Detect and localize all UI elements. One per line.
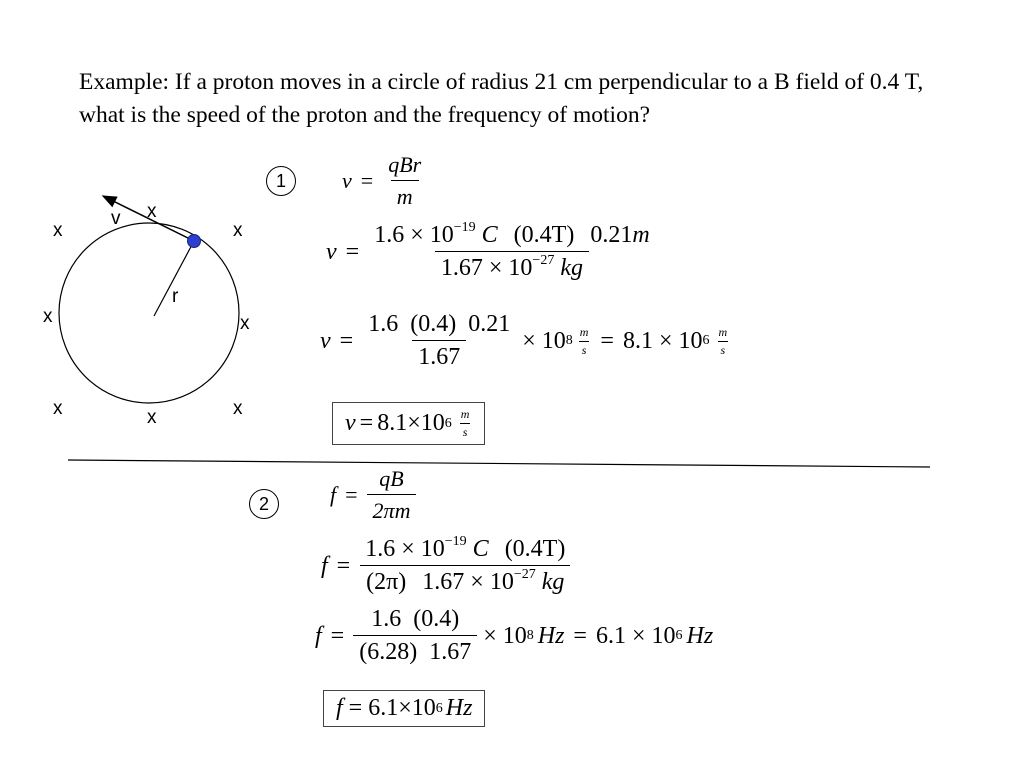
unit-denominator: s bbox=[718, 341, 729, 358]
frequency-numeric: f = $\frac{1.6 (0.4)}{(6.28) 1.67}$ × 10 8 Hz = 6.1 × 10 6 Hz bbox=[315, 606, 714, 665]
velocity-label: v bbox=[111, 208, 121, 229]
charge-value: 1.6 × 10 bbox=[365, 536, 445, 562]
fraction-denominator: 2πm bbox=[367, 494, 417, 524]
radius-value: 0.21 bbox=[590, 222, 633, 248]
charge-exponent: −19 bbox=[444, 534, 467, 549]
problem-statement: Example: If a proton moves in a circle of radius 21 cm perpendicular to a B field of 0.4 T, what is the speed of the proton and the frequency of motion? bbox=[79, 69, 924, 128]
unit-fraction bbox=[577, 325, 592, 358]
fraction-numerator: 1.6 (0.4) 0.21 bbox=[368, 311, 511, 337]
fraction-denominator: m bbox=[391, 180, 419, 210]
fraction-numerator: qBr bbox=[388, 152, 422, 177]
formula-lhs: f bbox=[330, 482, 337, 507]
charge-value: 1.6 × 10 bbox=[374, 222, 454, 248]
unit-label: Hz bbox=[537, 622, 565, 649]
unit-numerator: m bbox=[579, 324, 589, 339]
result-value: 8.1 × 10 bbox=[622, 327, 703, 354]
field-mark: x bbox=[233, 220, 243, 241]
section-divider bbox=[68, 455, 930, 469]
fraction-denominator bbox=[435, 251, 589, 282]
unit-denominator: s bbox=[579, 341, 590, 358]
proton-dot bbox=[188, 235, 201, 248]
charge-unit: C bbox=[472, 536, 489, 562]
radius-unit: m bbox=[632, 222, 650, 248]
field-mark: x bbox=[53, 220, 63, 241]
mass-exponent: −27 bbox=[532, 253, 555, 268]
formula-fraction bbox=[367, 466, 417, 524]
step-1-marker: 1 bbox=[266, 166, 296, 196]
fraction-denominator: 1.67 bbox=[412, 340, 466, 371]
unit-numerator: m bbox=[460, 407, 470, 421]
numeric-fraction bbox=[362, 311, 516, 371]
field-mark: x bbox=[43, 306, 53, 327]
formula-lhs: v bbox=[342, 168, 352, 193]
field-mark: x bbox=[147, 201, 157, 222]
formula-fraction bbox=[382, 152, 427, 210]
answer-unit-fraction bbox=[458, 407, 473, 440]
fraction-numerator bbox=[368, 222, 655, 251]
power-factor: × 10 bbox=[483, 622, 527, 649]
answer-unit: Hz bbox=[445, 695, 473, 721]
field-mark: x bbox=[240, 313, 250, 334]
frequency-answer-box: f = 6.1×10 6 Hz bbox=[323, 690, 485, 727]
charge-exponent: −19 bbox=[453, 220, 476, 235]
unit-denominator: s bbox=[460, 423, 471, 440]
mass-exponent: −27 bbox=[513, 567, 536, 582]
field-mark: x bbox=[233, 398, 243, 419]
answer-lhs: f bbox=[336, 695, 343, 721]
mass-value: 1.67 × 10 bbox=[440, 255, 533, 281]
unit-numerator: m bbox=[718, 324, 728, 339]
frequency-formula: f = $\frac{qB}{2\pi m}$ bbox=[330, 466, 416, 524]
speed-answer-box: v = 8.1×10 6 $\frac{m}{s}$ bbox=[332, 402, 485, 445]
answer-value: 8.1×10 bbox=[377, 410, 445, 436]
field-value: (0.4T) bbox=[513, 222, 575, 248]
two-pi-factor: (2π) bbox=[366, 569, 407, 595]
radius-label: r bbox=[172, 286, 179, 307]
mass-unit: kg bbox=[541, 569, 565, 595]
field-mark: x bbox=[53, 398, 63, 419]
speed-numeric: v = $\frac{1.6 (0.4) 0.21}{1.67}$ × 10 8 $\frac{m}{s}$ = 8.1 × 10 6 $\frac{m}{s}$ bbox=[320, 311, 730, 371]
unit-fraction bbox=[716, 325, 731, 358]
substitution-fraction bbox=[359, 536, 571, 596]
step-2-marker: 2 bbox=[249, 489, 279, 519]
charge-unit: C bbox=[481, 222, 498, 248]
fraction-denominator: (6.28) 1.67 bbox=[353, 635, 477, 666]
result-unit: Hz bbox=[686, 622, 714, 649]
result-value: 6.1 × 10 bbox=[595, 622, 676, 649]
substitution-fraction bbox=[368, 222, 655, 282]
answer-lhs: v bbox=[345, 410, 356, 436]
speed-substitution: v = $\frac{1.6 \times 10^{-19} C (0.4T) 0.21m}{1.67 \times 10^{-27} kg}$ bbox=[326, 222, 656, 282]
circular-motion-diagram bbox=[0, 0, 320, 460]
fraction-numerator: qB bbox=[379, 466, 404, 491]
fraction-numerator: 1.6 (0.4) bbox=[371, 606, 460, 632]
equation-lhs: f bbox=[315, 622, 322, 649]
orbit-circle bbox=[59, 223, 239, 403]
equation-lhs: v bbox=[326, 238, 337, 265]
fraction-denominator bbox=[360, 565, 570, 596]
numeric-fraction bbox=[353, 606, 477, 666]
equation-lhs: f bbox=[321, 552, 328, 579]
speed-formula: v = $\frac{\text{qBr}}{m}$ bbox=[342, 152, 427, 210]
field-mark: x bbox=[147, 407, 157, 428]
power-factor: × 10 bbox=[522, 327, 566, 354]
equation-lhs: v bbox=[320, 327, 331, 354]
mass-unit: kg bbox=[560, 255, 583, 281]
field-value: (0.4T) bbox=[504, 536, 566, 562]
fraction-numerator bbox=[359, 536, 571, 565]
frequency-substitution: f = $\frac{1.6 \times 10^{-19} C (0.4T)}{(2\pi) 1.67 \times 10^{-27} kg}$ bbox=[321, 536, 571, 596]
mass-value: 1.67 × 10 bbox=[422, 569, 514, 595]
answer-value: 6.1×10 bbox=[368, 695, 436, 721]
